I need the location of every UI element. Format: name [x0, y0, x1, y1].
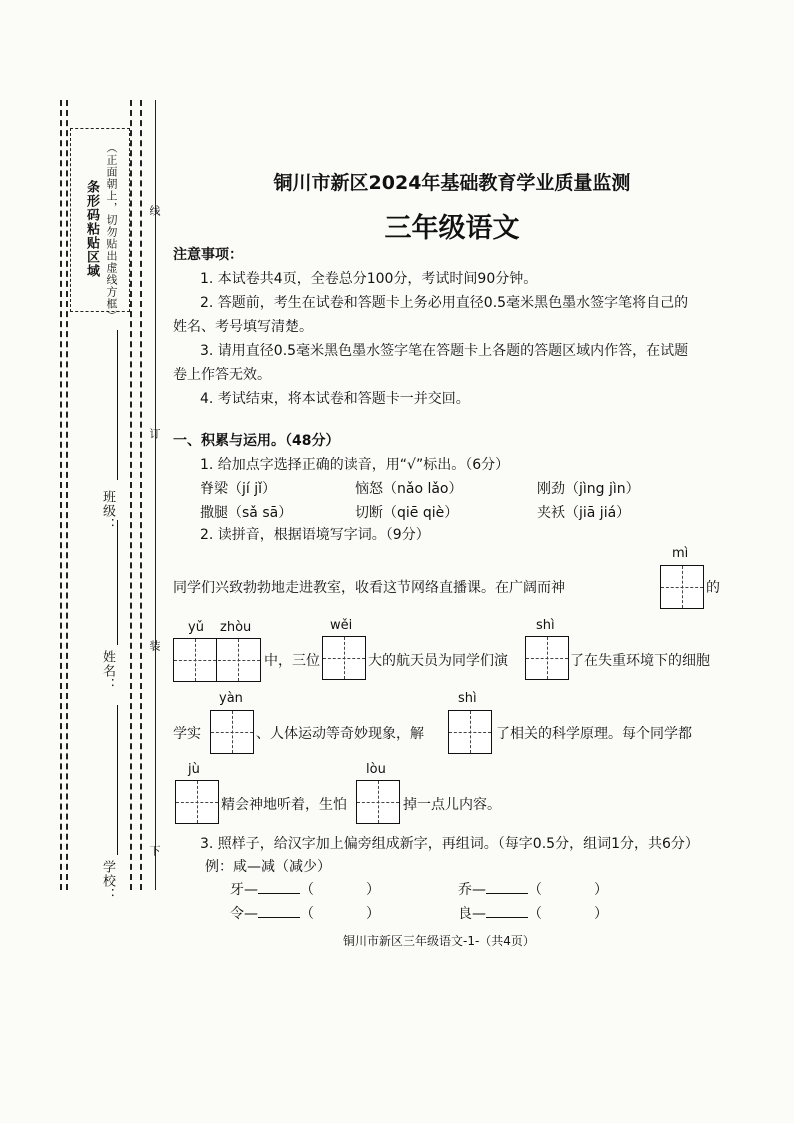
q3-item-3[interactable]	[230, 903, 380, 923]
q2-line1: 同学们兴致勃勃地走进教室，收看这节网络直播课。在广阔而神	[173, 580, 565, 596]
barcode-label: 条形码粘贴区域	[84, 180, 99, 278]
q1-word-6: 夹袄	[537, 505, 565, 521]
q1-word-1: 脊梁	[200, 481, 228, 497]
q2-line3-c: 了相关的科学原理。每个同学都	[496, 726, 692, 742]
q3-paren-close-1: ）	[366, 882, 380, 898]
q1-item-6[interactable]	[537, 502, 630, 522]
q3-paren-close-2: ）	[594, 882, 608, 898]
q1-options-6: （jiā jiá）	[565, 505, 631, 521]
q3-blank-2[interactable]	[486, 881, 528, 894]
q2-line2-a: 中，三位	[264, 653, 320, 669]
pinyin-shi-1: shì	[536, 618, 555, 633]
q3-blank-3[interactable]	[258, 905, 300, 918]
q1-options-4: （sǎ sā）	[228, 505, 293, 521]
q3-char-3: 令—	[230, 906, 258, 922]
answer-box-mi[interactable]	[660, 565, 704, 609]
answer-box-lou[interactable]	[356, 780, 400, 824]
q1-word-2: 恼怒	[355, 481, 383, 497]
class-field[interactable]	[117, 330, 118, 480]
notice-heading: 注意事项：	[173, 247, 243, 263]
q3-paren-close-4: ）	[594, 906, 608, 922]
class-label: 班级：	[100, 490, 115, 532]
q1-options-2: （nǎo lǎo）	[383, 481, 463, 497]
q3-example: 例：咸—减（减少）	[205, 859, 331, 875]
notice-item-2a: 2. 答题前，考生在试卷和答题卡上务必用直径0.5毫米黑色墨水签字笔将自己的	[200, 295, 689, 311]
cut-mark-xia: 下	[148, 845, 161, 857]
school-field[interactable]	[117, 705, 118, 855]
q1-item-3[interactable]	[537, 478, 640, 498]
q3-stem: 3. 照样子，给汉字加上偏旁组成新字，再组词。（每字0.5分，组词1分，共6分）	[200, 836, 699, 852]
notice-item-1: 1. 本试卷共4页，全卷总分100分，考试时间90分钟。	[200, 271, 538, 287]
notice-item-3b: 卷上作答无效。	[173, 367, 271, 383]
q1-word-4: 撒腿	[200, 505, 228, 521]
q2-line1-end: 的	[706, 580, 720, 596]
pinyin-shi-2: shì	[458, 691, 477, 706]
answer-box-yan[interactable]	[210, 710, 254, 754]
q1-options-1: （jí jǐ）	[228, 481, 277, 497]
exam-subtitle: 三年级语文	[384, 213, 520, 244]
q1-item-4[interactable]	[200, 502, 292, 522]
pinyin-mi: mì	[672, 546, 689, 561]
name-field[interactable]	[117, 520, 118, 645]
cut-mark-zhuang: 装	[148, 640, 161, 652]
exam-title: 铜川市新区2024年基础教育学业质量监测	[273, 172, 631, 194]
q3-paren-close-3: ）	[366, 906, 380, 922]
q1-options-5: （qiē qiè）	[383, 505, 459, 521]
answer-box-yuzhou[interactable]	[173, 638, 261, 682]
pinyin-lou: lòu	[366, 762, 386, 777]
barcode-note: （正面朝上，切勿贴出虚线方框）	[105, 142, 118, 322]
q1-item-5[interactable]	[355, 502, 458, 522]
name-label: 姓名：	[100, 650, 115, 692]
page-footer: 铜川市新区三年级语文-1-（共4页）	[343, 934, 535, 948]
q1-stem: 1. 给加点字选择正确的读音，用“√”标出。（6分）	[200, 457, 510, 473]
cut-mark-ding: 订	[148, 428, 161, 440]
q2-line4-a: 精会神地听着，生怕	[221, 797, 347, 813]
q1-word-5: 切断	[355, 505, 383, 521]
q1-word-3: 刚劲	[537, 481, 565, 497]
q3-paren-open-3: （	[300, 906, 314, 922]
answer-box-ju[interactable]	[175, 780, 219, 824]
pinyin-wei: wěi	[330, 618, 353, 633]
q3-blank-4[interactable]	[486, 905, 528, 918]
q3-char-2: 乔—	[458, 882, 486, 898]
cut-mark-xian: 线	[148, 205, 161, 217]
q1-item-2[interactable]	[355, 478, 463, 498]
section1-heading: 一、积累与运用。（48分）	[173, 433, 340, 449]
pinyin-yu: yǔ	[188, 620, 204, 635]
notice-item-4: 4. 考试结束，将本试卷和答题卡一并交回。	[200, 391, 470, 407]
q3-item-1[interactable]	[230, 879, 380, 899]
notice-item-3a: 3. 请用直径0.5毫米黑色墨水签字笔在答题卡上各题的答题区域内作答，在试题	[200, 343, 689, 359]
q1-options-3: （jìng jìn）	[565, 481, 640, 497]
answer-box-wei[interactable]	[322, 636, 366, 680]
pinyin-ju: jù	[188, 762, 200, 777]
q3-item-4[interactable]	[458, 903, 608, 923]
q2-line2-c: 了在失重环境下的细胞	[570, 653, 710, 669]
q2-line3-a: 学实	[173, 726, 201, 742]
notice-item-2b: 姓名、考号填写清楚。	[173, 319, 313, 335]
q3-blank-1[interactable]	[258, 881, 300, 894]
pinyin-yan: yàn	[219, 691, 243, 706]
q3-paren-open-2: （	[528, 882, 542, 898]
q2-stem: 2. 读拼音，根据语境写字词。（9分）	[200, 527, 430, 543]
q2-line4-b: 掉一点儿内容。	[403, 797, 501, 813]
q3-paren-open-1: （	[300, 882, 314, 898]
q1-item-1[interactable]	[200, 478, 276, 498]
answer-box-shi-1[interactable]	[525, 636, 569, 680]
q3-char-4: 良—	[458, 906, 486, 922]
q2-line3-b: 、人体运动等奇妙现象，解	[256, 726, 424, 742]
q3-paren-open-4: （	[528, 906, 542, 922]
q3-item-2[interactable]	[458, 879, 608, 899]
school-label: 学校：	[100, 860, 115, 902]
answer-box-shi-2[interactable]	[448, 710, 492, 754]
q2-line2-b: 大的航天员为同学们演	[368, 653, 508, 669]
pinyin-zhou: zhòu	[220, 620, 252, 635]
q3-char-1: 牙—	[230, 882, 258, 898]
